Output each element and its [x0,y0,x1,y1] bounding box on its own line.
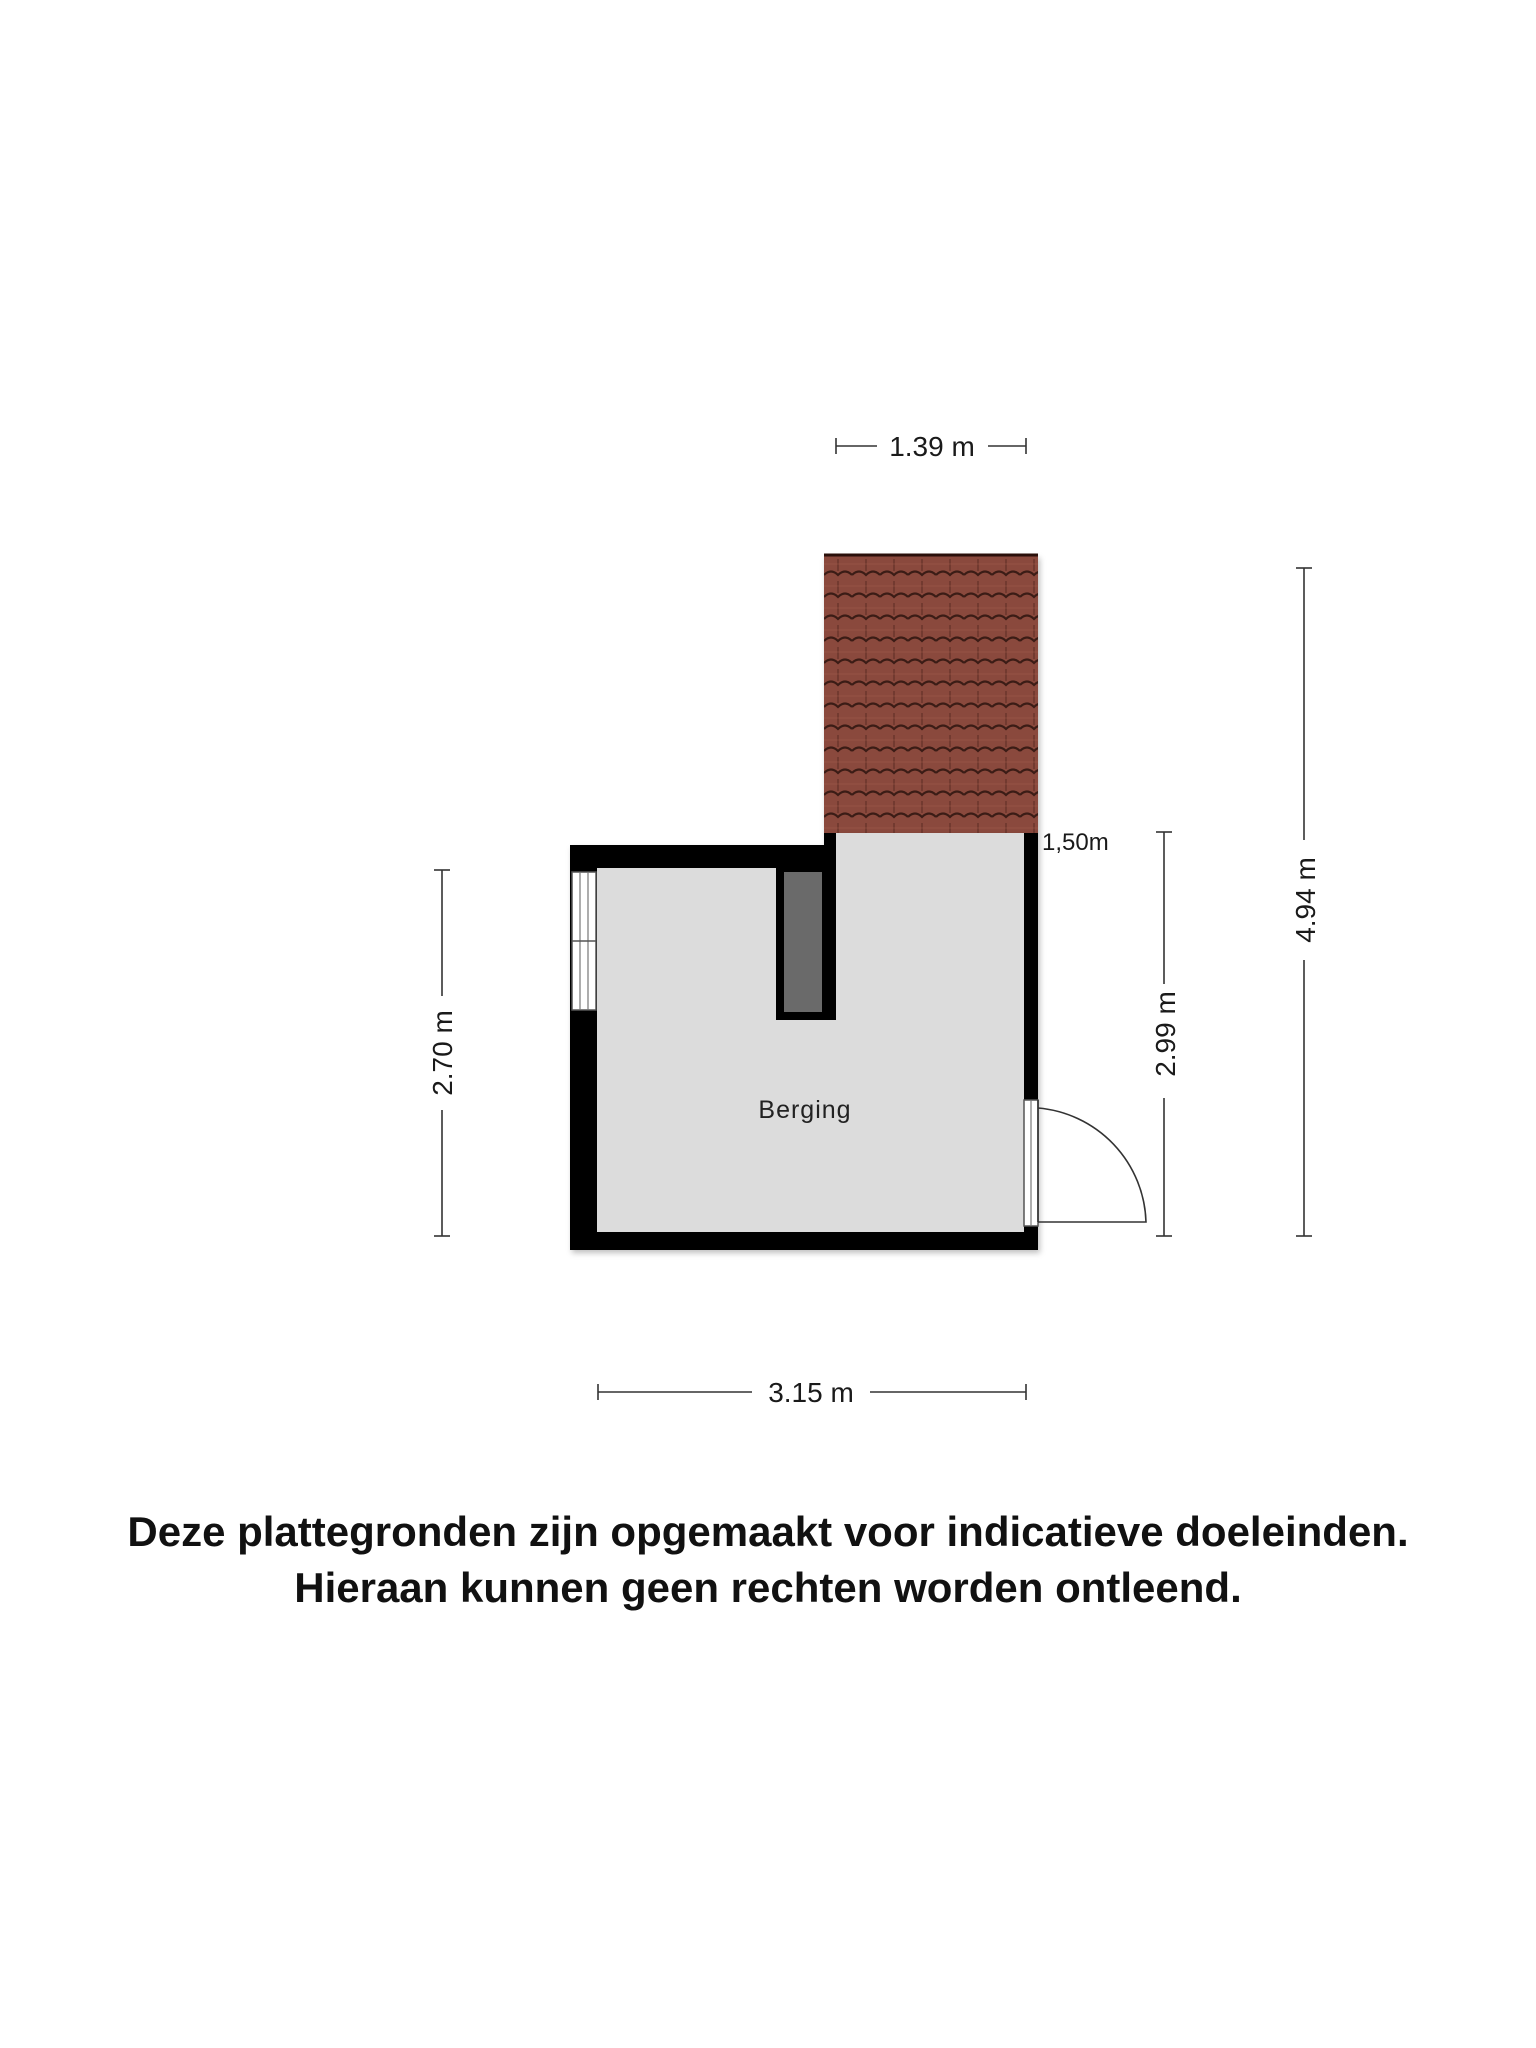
dimension-label-top: 1.39 m [889,431,975,462]
storage-room [570,833,1146,1250]
ceiling-height-label: 1,50m [1042,829,1109,856]
dimension-right-outer [1290,568,1321,1236]
dimension-label-right-inner: 2.99 m [1150,991,1181,1077]
roof-area [824,555,1038,833]
dimension-left [427,870,458,1236]
door-swing [1038,1108,1146,1222]
dimension-label-left: 2.70 m [427,1010,458,1096]
disclaimer-line-2: Hieraan kunnen geen rechten worden ontleend. [294,1564,1242,1611]
door [1024,1100,1146,1226]
room-label-storage: Berging [758,1096,852,1124]
dimension-right-inner [1150,832,1181,1236]
dimension-bottom [598,1377,1026,1408]
dimension-top [836,431,1026,462]
disclaimer-line-1: Deze plattegronden zijn opgemaakt voor indicatieve doeleinden. [127,1508,1409,1555]
window [572,872,596,1010]
dimension-label-bottom: 3.15 m [768,1377,854,1408]
dimension-label-right-outer: 4.94 m [1290,857,1321,943]
roof-tiles [824,555,1038,833]
column [784,872,822,1012]
